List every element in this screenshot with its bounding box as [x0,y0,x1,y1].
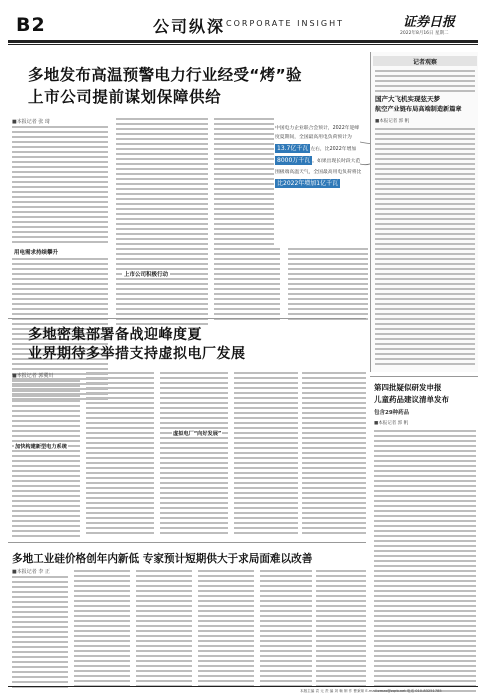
lead-col4-text [288,248,368,323]
highlight-line-6 [275,179,367,189]
story2-col5-text [302,372,366,537]
lead-col3-text [214,118,274,253]
section-title: 公司纵深 [153,17,226,36]
story2-subhead-1: 加快构建新型电力系统 [15,444,67,450]
story2-col1-text [12,380,80,540]
sidebar-label-bar [373,56,477,66]
footer-credits: 本版主编 袁 元 责 编 刘 畅 制 作 曹秉琛 E-mail:zmzx@zqrb.net 电话 010-83251785 [300,689,442,693]
sidebar-intro-text [375,70,475,95]
lead-subhead-1: 用电需求持续攀升 [14,250,59,256]
sidebar-byline: ■本报记者 郭 帆 [375,119,410,124]
sidebar-panel [370,52,478,372]
highlight-line-5: 围极端高温天气，全国最高用电负荷将比 [275,170,362,175]
story3-col5-text [260,570,312,690]
sidebar-body-text [375,128,475,368]
rightstory-headline-1: 第四批疑似研发申报 [374,383,442,392]
story2-headline-1: 多地密集部署备战迎峰度夏 [28,327,202,343]
story3-headline: 多地工业硅价格创年内新低 专家预计短期供大于求局面难以改善 [12,553,313,565]
story2-headline-2: 业界期待多举措支持虚拟电厂发展 [28,346,246,362]
sidebar-label: 记者观察 [413,59,438,66]
highlight-value-1: 13.7亿千瓦 [277,145,309,152]
story2-subhead-2: 虚拟电厂“向好发展” [173,431,222,437]
rightstory-subtitle: 包含29种药品 [374,410,410,416]
story2-col4-text [234,372,298,537]
story2-col3-text [160,372,228,537]
header-rule-thin [8,44,478,45]
masthead-logo: 证券日报 [403,15,456,30]
story3-col3-text [136,570,192,690]
story3-col6-text [316,570,366,690]
rightstory-headline-2: 儿童药品建议清单发布 [374,395,449,404]
lead-col1-text [12,126,108,246]
page-header [8,8,478,40]
highlight-mid-2: 。如果出现长时段大范 [312,159,361,164]
lead-subhead-2: 上市公司积极行动 [124,272,169,278]
highlight-panel [275,118,367,240]
highlight-value-2: 8000万千瓦 [277,157,311,164]
lead-headline-2: 上市公司提前谋划保障供给 [28,88,222,106]
lead-byline: ■本报记者 张 琦 [12,119,50,125]
divider-rightstory [370,376,478,377]
highlight-mid-1: 左右，比2022年增加 [310,147,357,152]
highlight-text [275,124,367,189]
story2-byline: ■本报记者 郭冀川 [12,373,54,379]
story3-col1-text [12,576,68,691]
footer-rule [8,686,478,687]
header-rule [8,40,478,43]
section-title-en: CORPORATE INSIGHT [226,19,345,28]
highlight-line-3 [275,144,367,154]
highlight-line-1: 中国电力企业联合会预计，2022年迎峰 [275,126,360,131]
lead-headline-1: 多地发布高温预警电力行业经受“烤”验 [28,66,302,84]
divider-story2 [8,318,366,319]
highlight-value-3: 比2022年增加1亿千瓦 [277,180,339,187]
date-line: 2022年8月16日 星期二 [400,31,449,36]
lead-col3b-text [214,248,280,323]
sidebar-headline-1: 国产大飞机实现弦天梦 [375,95,440,103]
sidebar-headline-2: 航空产业链布局高端制造新篇章 [375,106,462,113]
divider-story3 [8,542,366,543]
story3-col2-text [74,570,130,690]
story2-col2-text [86,372,154,537]
highlight-line-4 [275,156,367,166]
rightstory-body-text [374,430,476,695]
rightstory-byline: ■本报记者 郭 帆 [374,421,409,426]
lead-col2-text [116,118,208,328]
page-code: B2 [16,14,46,36]
highlight-line-2: 度夏期间，全国最高用电负荷预计为 [275,135,352,140]
story3-byline: ■本报记者 李 正 [12,569,50,575]
story3-col4-text [198,570,254,690]
